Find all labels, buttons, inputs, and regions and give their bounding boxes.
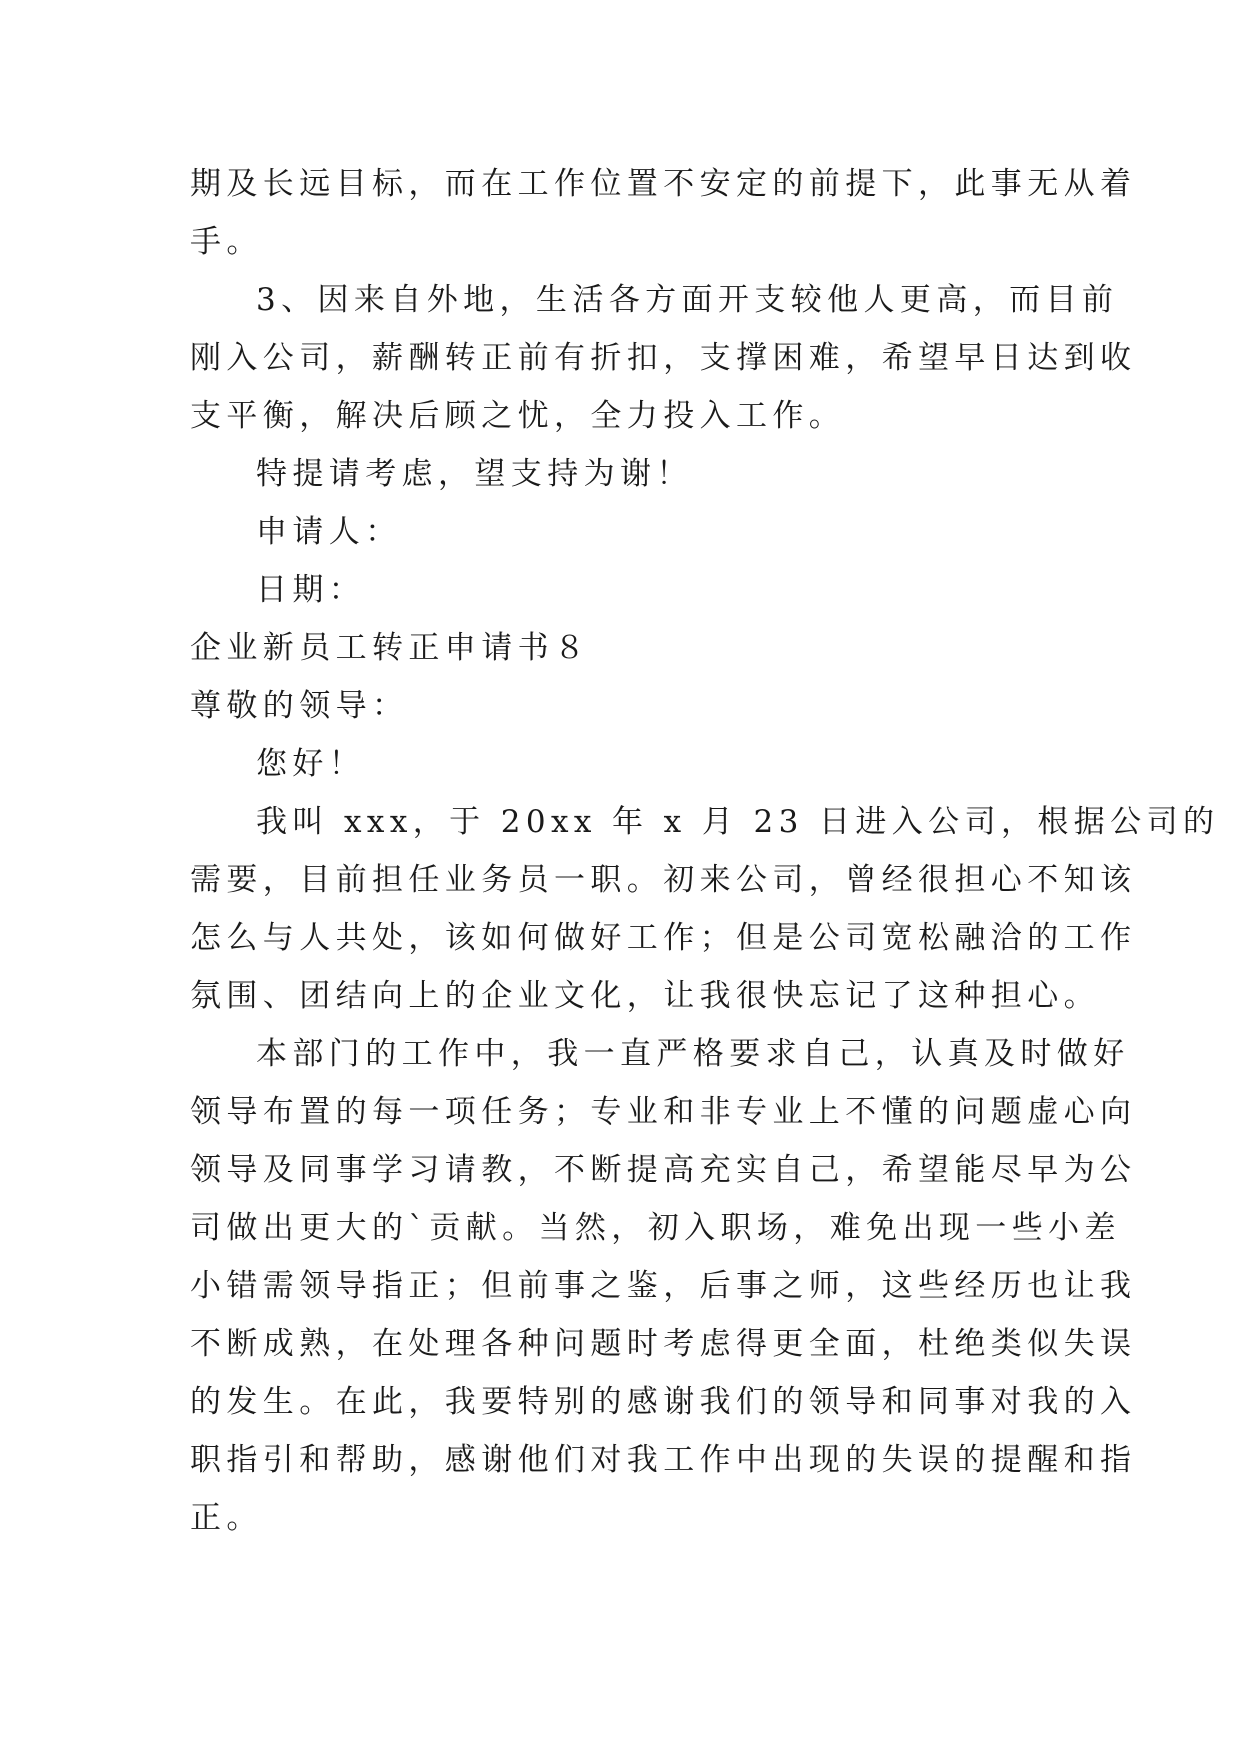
document-body <box>190 155 1220 1547</box>
salutation: 尊敬的领导： <box>190 688 409 724</box>
closing-request: 特提请考虑，望支持为谢！ <box>256 456 693 492</box>
paragraph-line: 的发生。在此，我要特别的感谢我们的领导和同事对我的入 <box>190 1384 1137 1420</box>
paragraph-line: 司做出更大的`贡献。当然，初入职场，难免出现一些小差 <box>190 1210 1121 1246</box>
paragraph-line: 需要，目前担任业务员一职。初来公司，曾经很担心不知该 <box>190 862 1137 898</box>
paragraph-line: 氛围、团结向上的企业文化，让我很快忘记了这种担心。 <box>190 978 1100 1014</box>
paragraph-line: 正。 <box>190 1500 263 1536</box>
paragraph-line: 支平衡，解决后顾之忧，全力投入工作。 <box>190 398 846 434</box>
paragraph-line: 不断成熟，在处理各种问题时考虑得更全面，杜绝类似失误 <box>190 1326 1137 1362</box>
paragraph-line: 小错需领导指正；但前事之鉴，后事之师，这些经历也让我 <box>190 1268 1137 1304</box>
paragraph-line: 3、因来自外地，生活各方面开支较他人更高，而目前 <box>256 282 1119 318</box>
applicant-label: 申请人： <box>256 514 402 550</box>
paragraph-line: 我叫 xxx，于 20xx 年 x 月 23 日进入公司，根据公司的 <box>256 804 1220 840</box>
greeting: 您好！ <box>256 746 366 782</box>
paragraph-line: 怎么与人共处，该如何做好工作；但是公司宽松融洽的工作 <box>190 920 1137 956</box>
paragraph-line: 职指引和帮助，感谢他们对我工作中出现的失误的提醒和指 <box>190 1442 1137 1478</box>
paragraph-line: 期及长远目标，而在工作位置不安定的前提下，此事无从着 <box>190 166 1137 202</box>
paragraph-line: 手。 <box>190 224 263 260</box>
date-label: 日期： <box>256 572 366 608</box>
paragraph-line: 本部门的工作中，我一直严格要求自己，认真及时做好 <box>256 1036 1130 1072</box>
section-title: 企业新员工转正申请书８ <box>190 630 591 666</box>
paragraph-line: 领导布置的每一项任务；专业和非专业上不懂的问题虚心向 <box>190 1094 1137 1130</box>
paragraph-line: 刚入公司，薪酬转正前有折扣，支撑困难，希望早日达到收 <box>190 340 1137 376</box>
paragraph-line: 领导及同事学习请教，不断提高充实自己，希望能尽早为公 <box>190 1152 1137 1188</box>
